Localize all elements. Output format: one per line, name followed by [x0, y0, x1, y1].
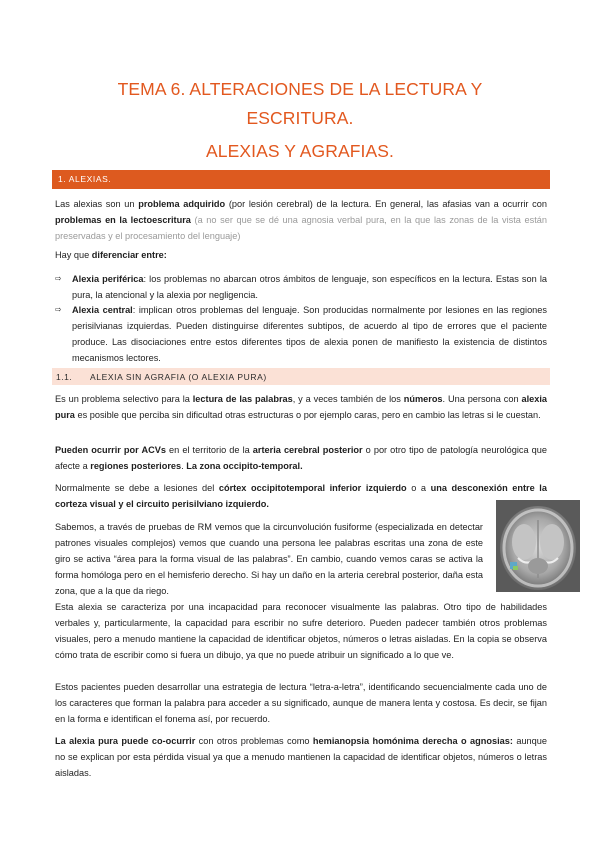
bold-run: problema adquirido — [138, 199, 226, 209]
bold-run: una desconexión entre la corteza visual y el circuito perisilviano izquierdo. — [55, 483, 547, 509]
brain-mri-image — [496, 500, 580, 592]
paragraph-definition — [55, 391, 547, 423]
section-header-label: 1. ALEXIAS. — [58, 174, 112, 184]
text-run: Normalmente se debe a lesiones del — [55, 483, 219, 493]
bold-run: Pueden ocurrir por ACVs — [55, 445, 166, 455]
paragraph-characteristics: Esta alexia se caracteriza por una incapacidad para reconocer visualmente las palabras. Otro tipo de habilidades verbales y, particularmente, la capacidad para escribir no sufre deterioro. Pueden padecer también otros problemas visuales, pero a menudo mantiene la capacidad de identificar objetos, números o letras aisladas. En la copia se observa cómo trata de escribir como si fuera un dibujo, ya que no puede atribuir un significado a lo que ve. — [55, 602, 547, 660]
brain-mri-svg — [496, 500, 580, 592]
text-run: Hay que — [55, 250, 92, 260]
bold-run: Alexia central — [72, 305, 133, 315]
bold-run: números — [403, 394, 443, 404]
paragraph-mri: Sabemos, a través de pruebas de RM vemos que la circunvolución fusiforme (especializada en detectar patrones visuales complejos) vemos que cuando una persona lee palabras escritas una zona de este giro se activa “área para la forma visual de las palabras”. En cambio, cuando vemos caras se activa la forma homóloga pero en el hemisferio derecho. Si hay un daño en la arteria cerebral posterior, daña esta zona, que a la que da riego. — [55, 522, 483, 596]
paragraph-co-occurrence — [55, 733, 547, 781]
bullet-item-peripheral-alexia — [72, 271, 547, 303]
bold-run: diferenciar entre: — [91, 250, 167, 260]
subsection-label: ALEXIA SIN AGRAFIA (O ALEXIA PURA) — [90, 372, 267, 382]
bold-run: córtex occipitotemporal inferior izquierdo — [218, 483, 407, 493]
subsection-number: 1.1. — [56, 372, 73, 382]
paragraph-causes — [55, 442, 547, 474]
text-run: o por otro tipo de patología neurológica que afecte a — [55, 445, 547, 471]
text-run: en el territorio de la — [165, 445, 253, 455]
bold-run: hemianopsia homónima derecha o agnosias: — [312, 736, 513, 746]
arrow-bullet-icon: ⇨ — [55, 305, 62, 314]
bold-run: La alexia pura puede co-ocurrir — [55, 736, 196, 746]
bold-run: alexia pura — [55, 394, 547, 420]
text-run: Es un problema selectivo para la — [55, 394, 193, 404]
page-subtitle: ALEXIAS Y AGRAFIAS. — [205, 141, 394, 161]
intro-paragraph — [55, 196, 547, 244]
arrow-bullet-icon: ⇨ — [55, 274, 62, 283]
bold-run: La zona occipito-temporal. — [186, 461, 303, 471]
bold-run: Alexia periférica — [72, 274, 144, 284]
section-header-alexias — [52, 170, 550, 189]
text-run: Las alexias son un — [55, 199, 139, 209]
text-run: o a — [406, 483, 431, 493]
bold-run: problemas en la lectoescritura — [55, 215, 191, 225]
paragraph-lesions — [55, 480, 547, 512]
text-run: con otros problemas como — [195, 736, 313, 746]
text-run: . — [181, 461, 187, 471]
differentiate-paragraph — [55, 247, 547, 263]
text-run: . Una persona con — [442, 394, 522, 404]
text-run: (por lesión cerebral) de la lectura. En general, las afasias van a ocurrir con — [225, 199, 547, 209]
muted-note: (a no ser que se dé una agnosia verbal pura, en la que las zonas de la vista están preservadas y el procesamiento del lenguaje) — [55, 215, 547, 241]
text-run: : implican otros problemas del lenguaje. Son producidas normalmente por lesiones en las regiones perisilvianas izquierdas. Pueden distinguirse diferentes subtipos, de acuerdo al tipo de errores que el paciente produce. Las disociaciones entre estos diferentes tipos de alexia ponen de manifiesto la existencia de distintos mecanismos lectores. — [72, 305, 547, 363]
subsection-header-alexia-sin-agrafia — [52, 368, 550, 385]
text-run: aunque no se explican por esta pérdida visual ya que a menudo mantienen la capacidad de identificar objetos, números o letras aisladas. — [55, 736, 547, 778]
page-title-line-1: TEMA 6. ALTERACIONES DE LA LECTURA Y — [117, 79, 483, 99]
page-title-line-2: ESCRITURA. — [246, 108, 354, 128]
bold-run: arteria cerebral posterior — [252, 445, 363, 455]
bullet-item-central-alexia — [72, 302, 547, 366]
paragraph-strategy: Estos pacientes pueden desarrollar una estrategia de lectura “letra-a-letra”, identificando secuencialmente cada uno de los caracteres que forman la palabra para acceder a su significado, aunque de manera lenta y costosa. Es decir, se fijan en la forma e identifican el fonema así, por recuerdo. — [55, 682, 547, 724]
bold-run: regiones posteriores — [90, 461, 182, 471]
text-run: es posible que perciba sin dificultad otras estructuras o por ejemplo caras, pero en cambio las letras si le cuestan. — [74, 410, 541, 420]
bold-run: lectura de las palabras — [192, 394, 293, 404]
text-run: , y a veces también de los — [292, 394, 404, 404]
text-run: : los problemas no abarcan otros ámbitos de lenguaje, son específicos en la lectura. Estas son la pura, la atencional y la alexia por negligencia. — [72, 274, 547, 300]
